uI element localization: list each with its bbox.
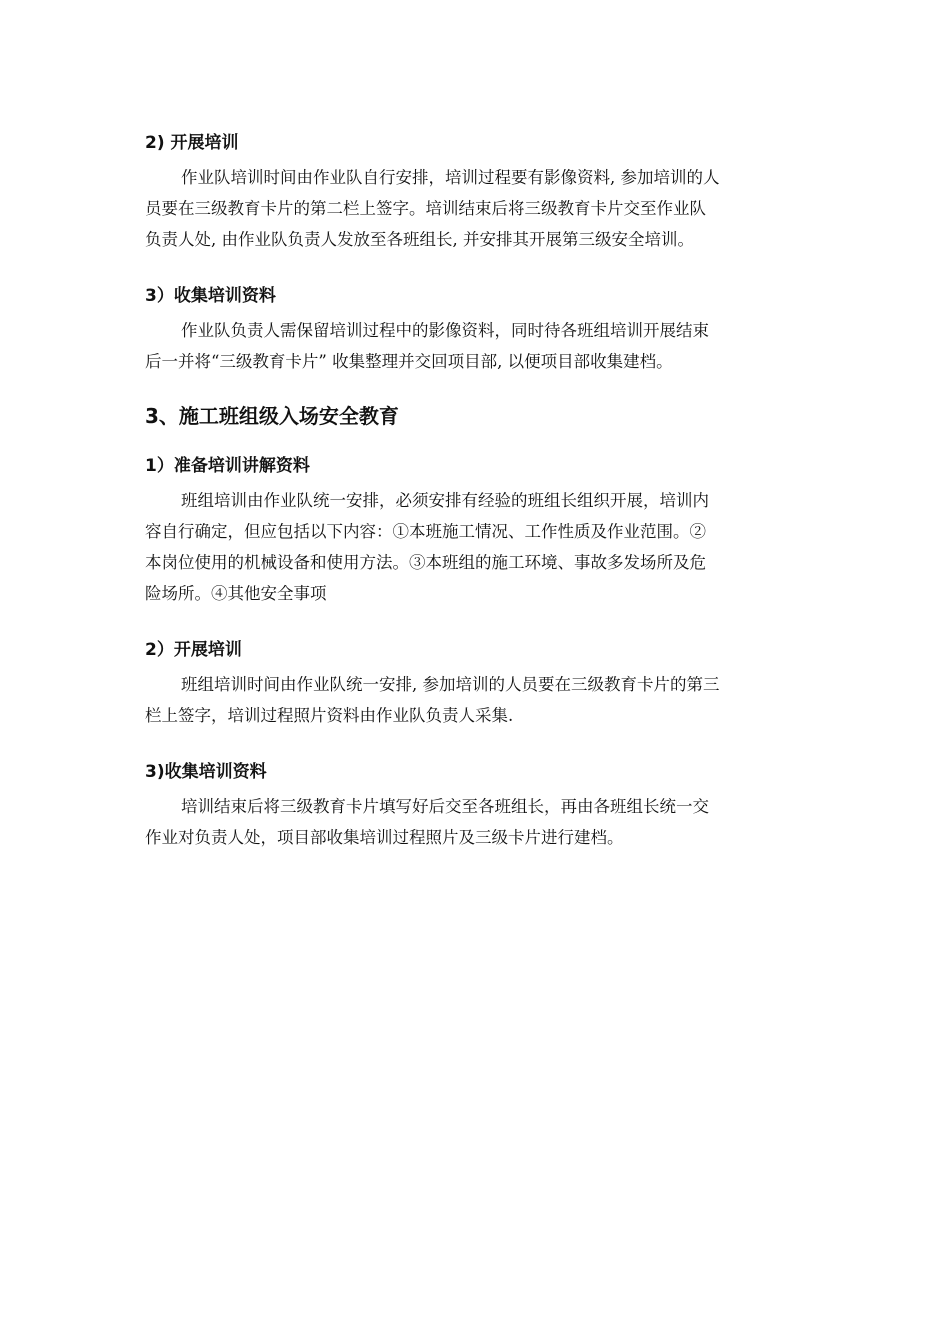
paragraph-line: 班组培训时间由作业队统一安排, 参加培训的人员要在三级教育卡片的第三 [181, 675, 720, 694]
paragraph-line: 培训结束后将三级教育卡片填写好后交至各班组长，再由各班组长统一交 [181, 797, 709, 816]
paragraph-line: 本岗位使用的机械设备和使用方法。③本班组的施工环境、事故多发场所及危 [145, 553, 706, 572]
paragraph-collect-materials [145, 315, 810, 377]
section-heading-team-collect-materials: 3)收集培训资料 [145, 762, 267, 782]
paragraph-line: 负责人处, 由作业队负责人发放至各班组长, 并安排其开展第三级安全培训。 [145, 230, 694, 249]
paragraph-line: 员要在三级教育卡片的第二栏上签字。培训结束后将三级教育卡片交至作业队 [145, 199, 706, 218]
section-heading-team-conduct-training: 2）开展培训 [145, 640, 242, 660]
section-heading-conduct-training: 2) 开展培训 [145, 133, 239, 153]
paragraph-line: 作业队培训时间由作业队自行安排，培训过程要有影像资料, 参加培训的人 [181, 168, 720, 187]
paragraph-team-collect-materials [145, 791, 810, 853]
chapter-heading-team-level-education: 3、施工班组级入场安全教育 [145, 404, 399, 428]
section-heading-prepare-materials: 1）准备培训讲解资料 [145, 456, 310, 476]
paragraph-prepare-materials [145, 485, 810, 609]
paragraph-line: 作业对负责人处，项目部收集培训过程照片及三级卡片进行建档。 [145, 828, 624, 847]
paragraph-line: 栏上签字，培训过程照片资料由作业队负责人采集. [145, 706, 514, 725]
document-page [145, 118, 810, 861]
paragraph-team-conduct-training [145, 669, 810, 731]
section-heading-collect-materials: 3）收集培训资料 [145, 286, 276, 306]
paragraph-conduct-training [145, 162, 810, 255]
paragraph-line: 作业队负责人需保留培训过程中的影像资料，同时待各班组培训开展结束 [181, 321, 709, 340]
paragraph-line: 险场所。④其他安全事项 [145, 584, 327, 603]
paragraph-line: 班组培训由作业队统一安排，必须安排有经验的班组长组织开展，培训内 [181, 491, 709, 510]
paragraph-line: 容自行确定，但应包括以下内容：①本班施工情况、工作性质及作业范围。② [145, 522, 706, 541]
paragraph-line: 后一并将“三级教育卡片” 收集整理并交回项目部, 以便项目部收集建档。 [145, 352, 673, 371]
